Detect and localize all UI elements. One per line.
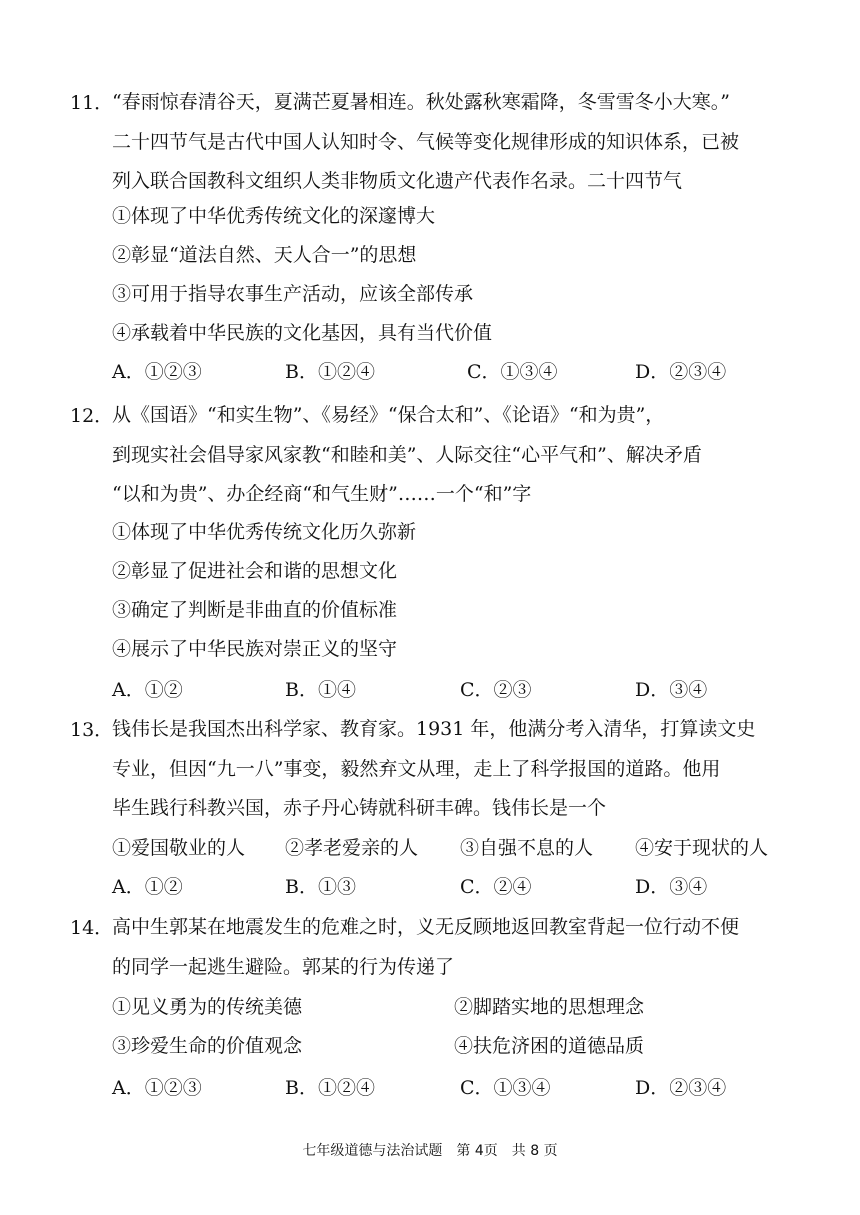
answer-option-d: D．③④ bbox=[635, 679, 708, 701]
stem-line: “以和为贵”、办企经商“和气生财”……一个“和”字 bbox=[112, 483, 532, 505]
answer-option-a: A．①②③ bbox=[112, 1077, 202, 1099]
page-footer: 七年级道德与法治试题 第 4页 共 8 页 bbox=[302, 1143, 558, 1159]
stem-line: 的同学一起逃生避险。郭某的行为传递了 bbox=[112, 955, 455, 978]
answer-option-c: C．①③④ bbox=[467, 361, 558, 383]
answer-option-b: B．①③ bbox=[285, 876, 356, 898]
answer-option-c: C．②④ bbox=[460, 876, 532, 898]
answer-option-d: D．②③④ bbox=[635, 361, 727, 383]
statement-item: ③可用于指导农事生产活动，应该全部传承 bbox=[112, 283, 474, 305]
stem-line: 从《国语》“和实生物”、《易经》“保合太和”、《论语》“和为贵”， bbox=[112, 404, 665, 426]
statement-item: ③自强不息的人 bbox=[460, 837, 594, 859]
stem-line: 高中生郭某在地震发生的危难之时，义无反顾地返回教室背起一位行动不便 bbox=[112, 916, 740, 938]
statement-item: ②彰显“道法自然、天人合一”的思想 bbox=[112, 244, 417, 266]
statement-item: ③确定了判断是非曲直的价值标准 bbox=[112, 599, 398, 621]
answer-option-a: A．①②③ bbox=[112, 361, 202, 383]
question-number: 12． bbox=[70, 405, 114, 427]
answer-option-c: C．①③④ bbox=[460, 1077, 551, 1099]
question-stem bbox=[112, 83, 797, 202]
statement-item: ③珍爱生命的价值观念 bbox=[112, 1035, 303, 1057]
stem-line: 毕生践行科教兴国，赤子丹心铸就科研丰碑。钱伟长是一个 bbox=[112, 797, 607, 819]
question-stem bbox=[112, 710, 797, 829]
statement-item: ④扶危济困的道德品质 bbox=[454, 1035, 645, 1057]
question-stem bbox=[112, 396, 797, 515]
statement-item: ④承载着中华民族的文化基因，具有当代价值 bbox=[112, 322, 493, 344]
answer-option-c: C．②③ bbox=[460, 679, 532, 701]
statement-item: ①爱国敬业的人 bbox=[112, 837, 246, 859]
statement-item: ①体现了中华优秀传统文化的深邃博大 bbox=[112, 205, 436, 227]
answer-option-b: B．①②④ bbox=[285, 361, 375, 383]
question-number: 13． bbox=[70, 719, 114, 741]
statement-item: ①见义勇为的传统美德 bbox=[112, 996, 303, 1018]
statement-item: ④展示了中华民族对崇正义的坚守 bbox=[112, 638, 398, 660]
statement-item: ①体现了中华优秀传统文化历久弥新 bbox=[112, 521, 417, 543]
question-number: 11． bbox=[70, 92, 114, 114]
stem-line: 钱伟长是我国杰出科学家、教育家。1931 年，他满分考入清华，打算读文史 bbox=[112, 718, 756, 740]
statement-item: ②脚踏实地的思想理念 bbox=[454, 996, 645, 1018]
answer-option-d: D．②③④ bbox=[635, 1077, 727, 1099]
question-stem bbox=[112, 908, 797, 987]
statement-item: ④安于现状的人 bbox=[635, 837, 769, 859]
answer-option-d: D．③④ bbox=[635, 876, 708, 898]
statement-item: ②彰显了促进社会和谐的思想文化 bbox=[112, 560, 398, 582]
answer-option-b: B．①④ bbox=[285, 679, 356, 701]
answer-option-a: A．①② bbox=[112, 679, 183, 701]
stem-line: 到现实社会倡导家风家教“和睦和美”、人际交往“心平气和”、解决矛盾 bbox=[112, 443, 702, 466]
stem-line: 二十四节气是古代中国人认知时令、气候等变化规律形成的知识体系，已被 bbox=[112, 130, 740, 153]
stem-line: 专业，但因“九一八”事变，毅然弃文从理，走上了科学报国的道路。他用 bbox=[112, 757, 721, 780]
answer-option-a: A．①② bbox=[112, 876, 183, 898]
stem-line: 列入联合国教科文组织人类非物质文化遗产代表作名录。二十四节气 bbox=[112, 170, 683, 192]
answer-option-b: B．①②④ bbox=[285, 1077, 375, 1099]
question-number: 14． bbox=[70, 917, 114, 939]
statement-item: ②孝老爱亲的人 bbox=[285, 837, 419, 859]
stem-line: “春雨惊春清谷天，夏满芒夏暑相连。秋处露秋寒霜降，冬雪雪冬小大寒。” bbox=[112, 91, 730, 113]
